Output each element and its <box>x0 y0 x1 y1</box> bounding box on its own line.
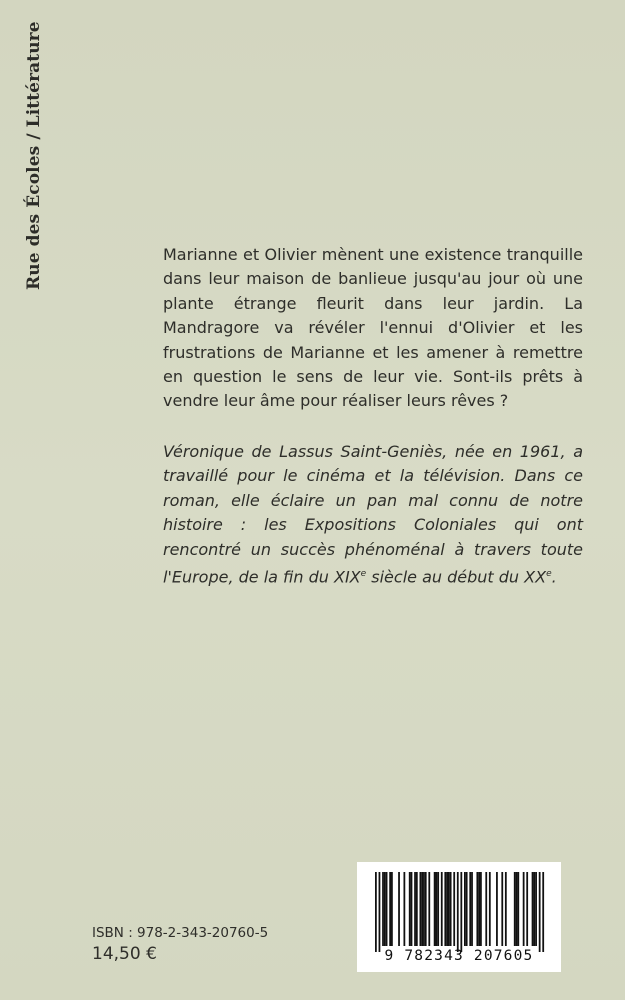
bio-text-3: . <box>551 567 557 587</box>
synopsis-paragraph: Marianne et Olivier mènent une existence tranquille dans leur maison de banlieue jusqu'au jour où une plante étrange fleurit dans leur jardin. La Mandragore va révéler l'ennui d'Olivier et les frustrations de Marianne et les amener à remettre en question le sens de leur vie. Sont-ils prêts à vendre leur âme pour réaliser leurs rêves ? <box>163 245 583 411</box>
barcode-bar <box>517 872 519 946</box>
barcode-bar <box>386 872 388 946</box>
price-text: 14,50 € <box>92 944 157 964</box>
barcode-bar <box>421 872 423 946</box>
barcode-bar <box>448 872 450 946</box>
barcode-bar <box>516 872 518 946</box>
barcode-bar <box>436 872 438 946</box>
barcode-bar <box>533 872 535 946</box>
barcode-bar <box>471 872 473 946</box>
barcode-bar <box>485 872 487 946</box>
barcode-bar <box>523 872 525 946</box>
barcode-bar <box>539 872 541 952</box>
barcode-bar <box>403 872 405 946</box>
barcode-bar <box>389 872 391 946</box>
barcode-bar <box>416 872 418 946</box>
barcode-bar <box>420 872 422 946</box>
barcode-bar <box>464 872 466 946</box>
barcode-bar <box>489 872 491 946</box>
barcode-bar <box>423 872 425 946</box>
bio-text-1: Véronique de Lassus Saint-Geniès, née en 1961, a travaillé pour le cinéma et la télévision. Dans ce roman, elle éclaire un pan mal connu de notre histoire : les Expositions Coloniales qui ont rencontré un succès phénoménal à travers toute l'Europe, de la fin du XIX <box>163 442 583 587</box>
barcode-bar <box>460 872 462 952</box>
author-bio-paragraph <box>163 440 583 590</box>
barcode-bar <box>478 872 480 946</box>
barcode-bar <box>382 872 384 946</box>
barcode-bars <box>357 862 561 952</box>
barcode-bar <box>375 872 377 952</box>
barcode-bar <box>535 872 537 946</box>
barcode <box>357 862 561 972</box>
barcode-bar <box>542 872 544 952</box>
barcode-bar <box>514 872 516 946</box>
bio-superscript-1: e <box>360 569 367 580</box>
barcode-bar <box>384 872 386 946</box>
isbn-text: ISBN : 978-2-343-20760-5 <box>92 925 269 941</box>
barcode-bar <box>526 872 528 946</box>
series-label: Rue des Écoles / Littérature <box>24 21 44 290</box>
barcode-bar <box>444 872 446 946</box>
barcode-bar <box>434 872 436 946</box>
barcode-bar <box>466 872 468 946</box>
barcode-bar <box>398 872 400 946</box>
barcode-bar <box>453 872 455 946</box>
barcode-bar <box>437 872 439 946</box>
bio-superscript-2: e <box>546 569 552 580</box>
barcode-bar <box>441 872 443 946</box>
barcode-bar <box>501 872 503 946</box>
bio-text-2: siècle au début du XX <box>366 567 547 587</box>
barcode-bar <box>450 872 452 946</box>
barcode-bar <box>505 872 507 946</box>
barcode-bar <box>457 872 459 952</box>
barcode-bar <box>425 872 427 946</box>
barcode-bar <box>414 872 416 946</box>
barcode-bar <box>480 872 482 946</box>
barcode-bar <box>391 872 393 946</box>
barcode-bar <box>469 872 471 946</box>
barcode-bar <box>411 872 413 946</box>
barcode-bar <box>379 872 381 952</box>
barcode-bar <box>446 872 448 946</box>
barcode-bar <box>428 872 430 946</box>
barcode-bar <box>532 872 534 946</box>
barcode-digits: 9 782343 207605 <box>384 948 534 964</box>
barcode-bar <box>476 872 478 946</box>
barcode-bar <box>496 872 498 946</box>
barcode-bar <box>409 872 411 946</box>
